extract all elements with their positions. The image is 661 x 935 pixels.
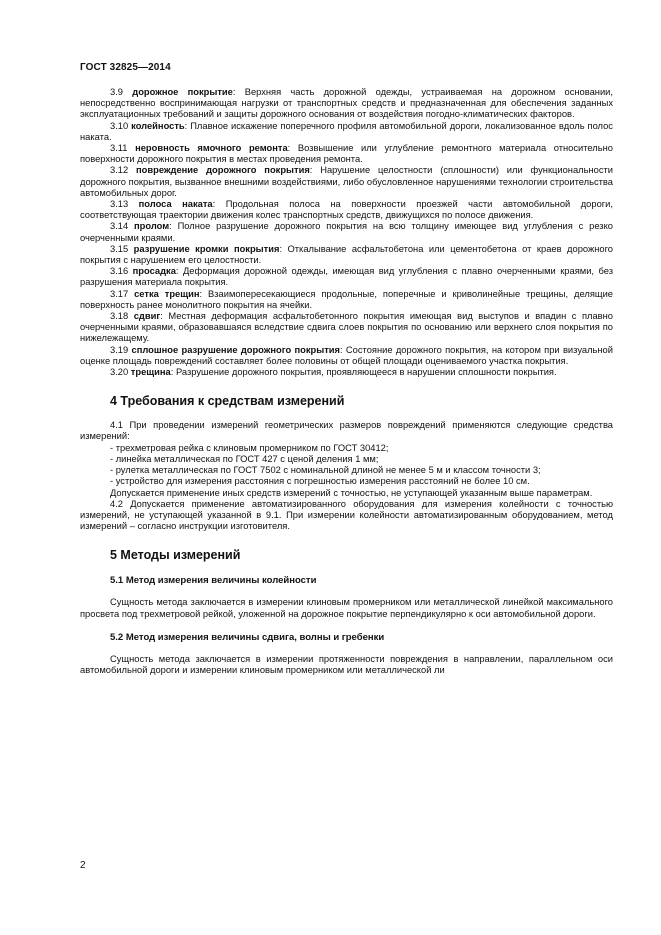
definition-number: 3.10 [110, 120, 129, 131]
definition-number: 3.14 [110, 221, 129, 232]
definition-text: : Полное разрушение дорожного покрытия на всю толщину имеющее вид углубления с резко очерченными краями. [80, 221, 613, 243]
document-body [80, 87, 613, 676]
definition-term: пролом [134, 221, 170, 232]
definition-text: : Продольная полоса на поверхности проезжей части автомобильной дороги, соответствующая траектории движения колес транспортных средств, движущихся по полосе движения. [80, 199, 613, 221]
definition-number: 3.11 [110, 143, 128, 154]
definition-number: 3.16 [110, 266, 129, 277]
definition-term: сдвиг [133, 311, 161, 322]
definition-term: просадка [132, 266, 176, 277]
section-4-body [80, 420, 613, 532]
section-4-title: 4 Требования к средствам измерений [110, 394, 345, 409]
definition-number: 3.15 [110, 243, 129, 254]
definition-number: 3.9 [110, 87, 123, 97]
definition-text: : Нарушение целостности (сплошности) или функциональности дорожного покрытия, вызванное внешними воздействиями, либо обусловленное нарушениями технологии строительства автомобильных дорог. [80, 165, 614, 198]
definition-item [80, 244, 613, 266]
definition-item [80, 367, 613, 378]
page-number: 2 [80, 860, 86, 871]
section-4-paragraph: - линейка металлическая по ГОСТ 427 с ценой деления 1 мм; [110, 453, 379, 464]
section-4-paragraph: - рулетка металлическая по ГОСТ 7502 с номинальной длиной не менее 5 м и классом точности 3; [110, 465, 541, 476]
definition-item [80, 143, 613, 165]
section-4-paragraph: - устройство для измерения расстояния с погрешностью измерения расстояний не более 10 см. [110, 476, 530, 487]
definition-item [80, 345, 613, 367]
definition-text: : Деформация дорожной одежды, имеющая вид углубления с плавно очерченными краями, без разрушения материала покрытия. [80, 266, 613, 288]
definition-number: 3.13 [110, 199, 129, 210]
definition-number: 3.18 [110, 311, 129, 322]
definition-text: : Местная деформация асфальтобетонного покрытия имеющая вид выступов и впадин с плавно очерченными краями, образовавшаяся вследствие сдвига слоев покрытия по основанию или верхнего слоя покрытия по нижележащему. [80, 311, 613, 344]
definition-text: : Разрушение дорожного покрытия, проявляющееся в нарушении сплошности покрытия. [170, 367, 557, 378]
definition-number: 3.12 [110, 165, 129, 176]
section-4-paragraph: Допускается применение иных средств измерений с точностью, не уступающей указанным выше параметрам. [110, 487, 593, 498]
subsection-5-1-title: 5.1 Метод измерения величины колейности [110, 575, 317, 587]
definition-term: полоса наката [138, 199, 213, 210]
definition-term: трещина [130, 367, 171, 378]
definition-item [80, 199, 613, 221]
section-4-paragraph: 4.2 Допускается применение автоматизированного оборудования для измерения колейности с точностью измерений, не уступающей указанной в 9.1. При измерении колейности автоматизированным оборудованием, метод измерений – согласно инструкции изготовителя. [80, 498, 613, 532]
definition-term: разрушение кромки покрытия [133, 243, 280, 254]
definition-text: : Откалывание асфальтобетона или цементобетона от краев дорожного покрытия с нарушением его целостности. [80, 243, 613, 266]
definition-item [80, 121, 613, 143]
definition-term: неровность ямочного ремонта [135, 143, 288, 154]
definition-text: : Состояние дорожного покрытия, на котором при визуальной оценке площадь повреждений составляет более половины от общей площади оцениваемого участка покрытия. [80, 344, 613, 366]
definition-text: : Верхняя часть дорожной одежды, устраиваемая на дорожном основании, непосредственно воспринимающая нагрузки от транспортных средств и предназначенная для обеспечения заданных эксплуатационных требований и защиты дорожного основания от воздействия погодно-климатических факторов. [80, 87, 613, 120]
definitions-list [80, 87, 613, 378]
definition-item [80, 87, 613, 121]
subsection-5-2-text: Сущность метода заключается в измерении протяженности повреждения в направлении, параллельном оси автомобильной дороги и измерении клиновым промерником или металлической ли [80, 653, 613, 675]
definition-text: : Возвышение или углубление ремонтного материала относительно поверхности дорожного покрытия в местах проведения ремонта. [80, 143, 613, 165]
subsection-5-2-title: 5.2 Метод измерения величины сдвига, волны и гребенки [110, 631, 385, 643]
definition-term: сетка трещин [134, 288, 200, 299]
section-4-paragraph: - трехметровая рейка с клиновым промерником по ГОСТ 30412; [110, 442, 389, 453]
definition-item [80, 311, 613, 345]
definition-term: повреждение дорожного покрытия [136, 165, 310, 176]
section-4-paragraph: 4.1 При проведении измерений геометрических размеров повреждений применяются следующие средства измерений: [80, 420, 613, 442]
subsection-5-1-text: Сущность метода заключается в измерении клиновым промерником или металлической линейкой максимального просвета под трехметровой рейкой, уложенной на дорожное покрытие перпендикулярно к оси автомобильной дороги. [80, 597, 613, 619]
definition-number: 3.17 [110, 288, 129, 299]
definition-item [80, 289, 613, 311]
definition-text: : Плавное искажение поперечного профиля автомобильной дороги, локализованное вдоль полос наката. [80, 120, 613, 142]
definition-term: дорожное покрытие [132, 87, 233, 97]
definition-item [80, 266, 613, 288]
definition-number: 3.19 [110, 344, 129, 355]
section-5-title: 5 Методы измерений [110, 548, 241, 563]
definition-item [80, 165, 613, 199]
document-header: ГОСТ 32825—2014 [80, 62, 171, 73]
definition-item [80, 221, 613, 243]
definition-number: 3.20 [110, 367, 129, 378]
definition-term: колейность [131, 120, 185, 131]
definition-text: : Взаимопересекающиеся продольные, поперечные и криволинейные трещины, делящие поверхность ранее монолитного покрытия на ячейки. [80, 288, 613, 310]
definition-term: сплошное разрушение дорожного покрытия [131, 344, 341, 355]
